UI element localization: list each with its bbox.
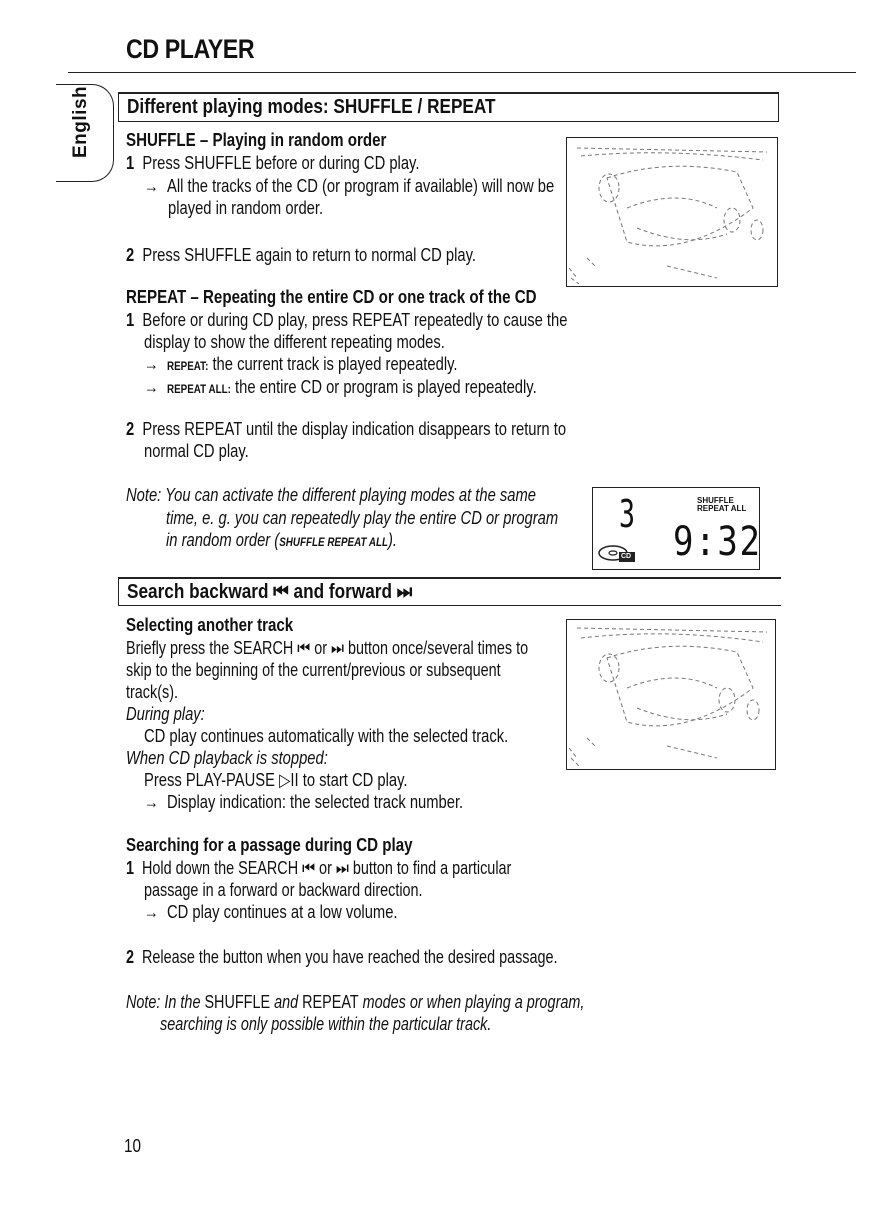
arrow-right-icon: → — [144, 377, 159, 397]
cd-player-illustration — [566, 137, 778, 287]
repeat-step-2-cont: normal CD play. — [144, 441, 249, 461]
selecting-text-l1: Briefly press the SEARCH ⏮ or ⏭ button once/several times to — [126, 638, 529, 658]
page-title: CD PLAYER — [126, 34, 255, 64]
selecting-text-l2: skip to the beginning of the current/previous or subsequent — [126, 660, 501, 680]
stopped-text: Press PLAY-PAUSE ▷II to start CD play. — [144, 770, 408, 790]
language-tab-label: English — [70, 85, 91, 158]
note-search-l1: Note: In the SHUFFLE and REPEAT modes or when playing a program, — [126, 992, 585, 1012]
searching-heading: Searching for a passage during CD play — [126, 835, 413, 855]
note-modes-l1: Note: You can activate the different playing modes at the same — [126, 485, 536, 505]
shuffle-result-cont: played in random order. — [168, 198, 324, 218]
selecting-heading: Selecting another track — [126, 615, 294, 635]
cd-label: CD — [621, 553, 632, 560]
repeat-step-1-cont: display to show the different repeating modes. — [144, 332, 445, 352]
note-search-l2: searching is only possible within the particular track. — [160, 1014, 492, 1034]
shuffle-step-2: 2 Press SHUFFLE again to return to normal CD play. — [126, 245, 477, 265]
shuffle-heading: SHUFFLE – Playing in random order — [126, 130, 387, 150]
page-number: 10 — [124, 1136, 142, 1156]
shuffle-result: → All the tracks of the CD (or program if available) will now be — [144, 176, 555, 196]
display-time: 9:32 — [673, 519, 762, 565]
repeat-mode-all: → REPEAT ALL: the entire CD or program is played repeatedly. — [144, 377, 537, 397]
repeat-step-1: 1 Before or during CD play, press REPEAT repeatedly to cause the — [126, 310, 568, 330]
cd-player-sketch-icon — [567, 620, 774, 768]
selecting-text-l3: track(s). — [126, 682, 178, 702]
display-shuffle-indicator: SHUFFLE — [697, 496, 734, 505]
arrow-right-icon: → — [144, 176, 159, 196]
display-repeat-all-indicator: REPEAT ALL — [697, 504, 747, 513]
lcd-display-illustration — [592, 487, 760, 570]
repeat-mode-single: → REPEAT: the current track is played repeatedly. — [144, 354, 458, 374]
cd-player-illustration — [566, 619, 776, 770]
shuffle-step-1: 1 Press SHUFFLE before or during CD play. — [126, 153, 420, 173]
stopped-label: When CD playback is stopped: — [126, 748, 328, 768]
during-play-text: CD play continues automatically with the selected track. — [144, 726, 509, 746]
cd-player-sketch-icon — [567, 138, 776, 285]
section-header-playing-modes — [118, 92, 779, 122]
section-title: Different playing modes: SHUFFLE / REPEAT — [127, 96, 496, 118]
arrow-right-icon: → — [144, 792, 159, 812]
note-modes-l2: time, e. g. you can repeatedly play the entire CD or program — [166, 508, 559, 528]
title-divider — [68, 72, 856, 73]
display-track-number: 3 — [619, 492, 636, 536]
searching-step-1: 1 Hold down the SEARCH ⏮ or ⏭ button to find a particular — [126, 858, 512, 878]
searching-result: → CD play continues at a low volume. — [144, 902, 398, 922]
searching-step-2: 2 Release the button when you have reached the desired passage. — [126, 947, 558, 967]
arrow-right-icon: → — [144, 902, 159, 922]
during-play-label: During play: — [126, 704, 205, 724]
repeat-heading: REPEAT – Repeating the entire CD or one track of the CD — [126, 287, 537, 307]
section-title: Search backward ⏮ and forward ⏭ — [127, 581, 413, 603]
stopped-result: → Display indication: the selected track number. — [144, 792, 464, 812]
section-header-search — [118, 577, 781, 606]
arrow-right-icon: → — [144, 354, 159, 374]
searching-step-1-cont: passage in a forward or backward direction. — [144, 880, 423, 900]
note-modes-l3: in random order (SHUFFLE REPEAT ALL). — [166, 530, 398, 550]
repeat-step-2: 2 Press REPEAT until the display indication disappears to return to — [126, 419, 567, 439]
